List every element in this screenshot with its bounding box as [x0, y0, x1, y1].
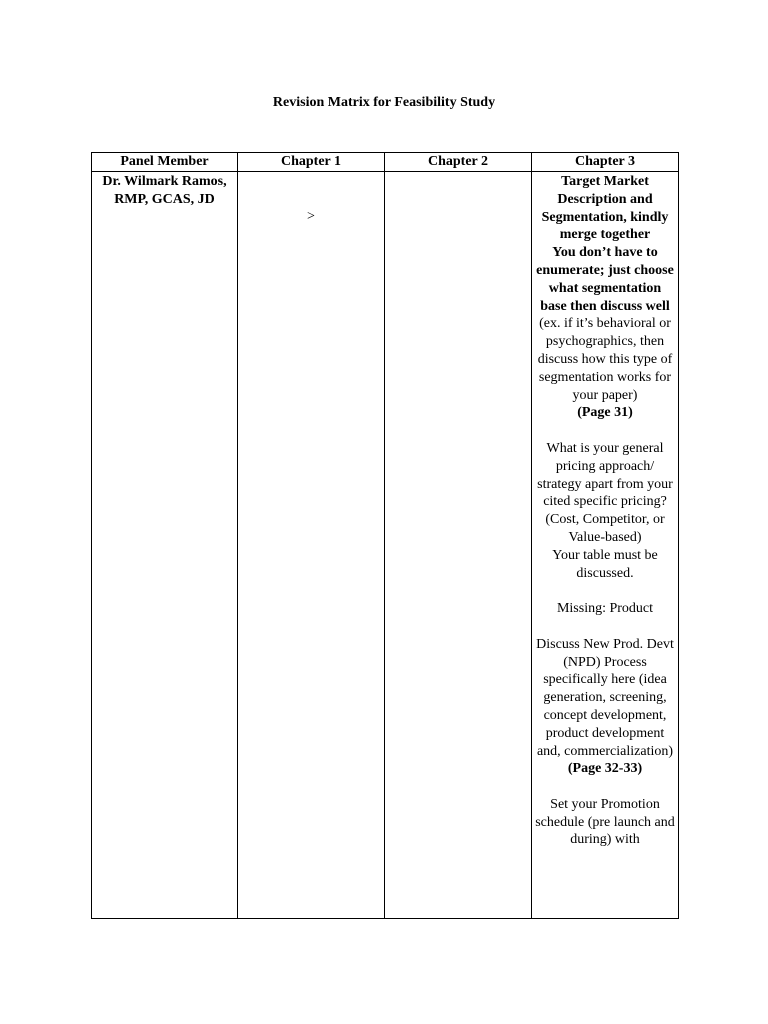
cell-panel-member — [92, 172, 238, 919]
header-panel-member: Panel Member — [92, 153, 238, 172]
header-chapter-1: Chapter 1 — [238, 153, 385, 172]
paragraph-gap — [535, 778, 675, 796]
cell-chapter-2 — [385, 172, 532, 919]
cell-chapter-3 — [532, 172, 679, 919]
comment-promotion-schedule: Set your Promotion schedule (pre launch and during) with — [535, 796, 675, 848]
document-title: Revision Matrix for Feasibility Study — [272, 95, 496, 110]
revision-matrix-table — [91, 152, 679, 919]
comment-missing-product: Missing: Product — [556, 601, 654, 617]
header-chapter-2: Chapter 2 — [385, 153, 532, 172]
comment-npd-process: Discuss New Prod. Devt (NPD) Process specifically here (idea generation, screening, concept development, product development and, commercialization) — [536, 636, 674, 759]
paragraph-gap — [535, 618, 675, 636]
panel-member-name: Dr. Wilmark Ramos, RMP, GCAS, JD — [102, 174, 227, 207]
cell-chapter-1 — [238, 172, 385, 919]
table-row — [92, 172, 679, 919]
chapter-1-remark: > — [307, 209, 315, 224]
comment-segmentation-example: (ex. if it’s behavioral or psychographics, then discuss how this type of segmentation works for your paper) — [537, 316, 673, 403]
page-reference-32-33: (Page 32-33) — [567, 761, 643, 777]
comment-pricing-approach: What is your general pricing approach/ strategy apart from your cited specific pricing? (Cost, Competitor, or Value-based) — [537, 440, 673, 545]
header-chapter-3: Chapter 3 — [532, 153, 679, 172]
paragraph-gap — [535, 582, 675, 600]
comment-table-discussion: Your table must be discussed. — [552, 547, 658, 581]
comment-target-market: Target Market Description and Segmentation, kindly merge together — [541, 174, 669, 243]
comment-segmentation-base: You don’t have to enumerate; just choose what segmentation base then discuss well — [536, 245, 674, 314]
paragraph-gap — [535, 422, 675, 440]
table-header-row — [92, 153, 679, 172]
page-reference-31: (Page 31) — [577, 405, 633, 421]
